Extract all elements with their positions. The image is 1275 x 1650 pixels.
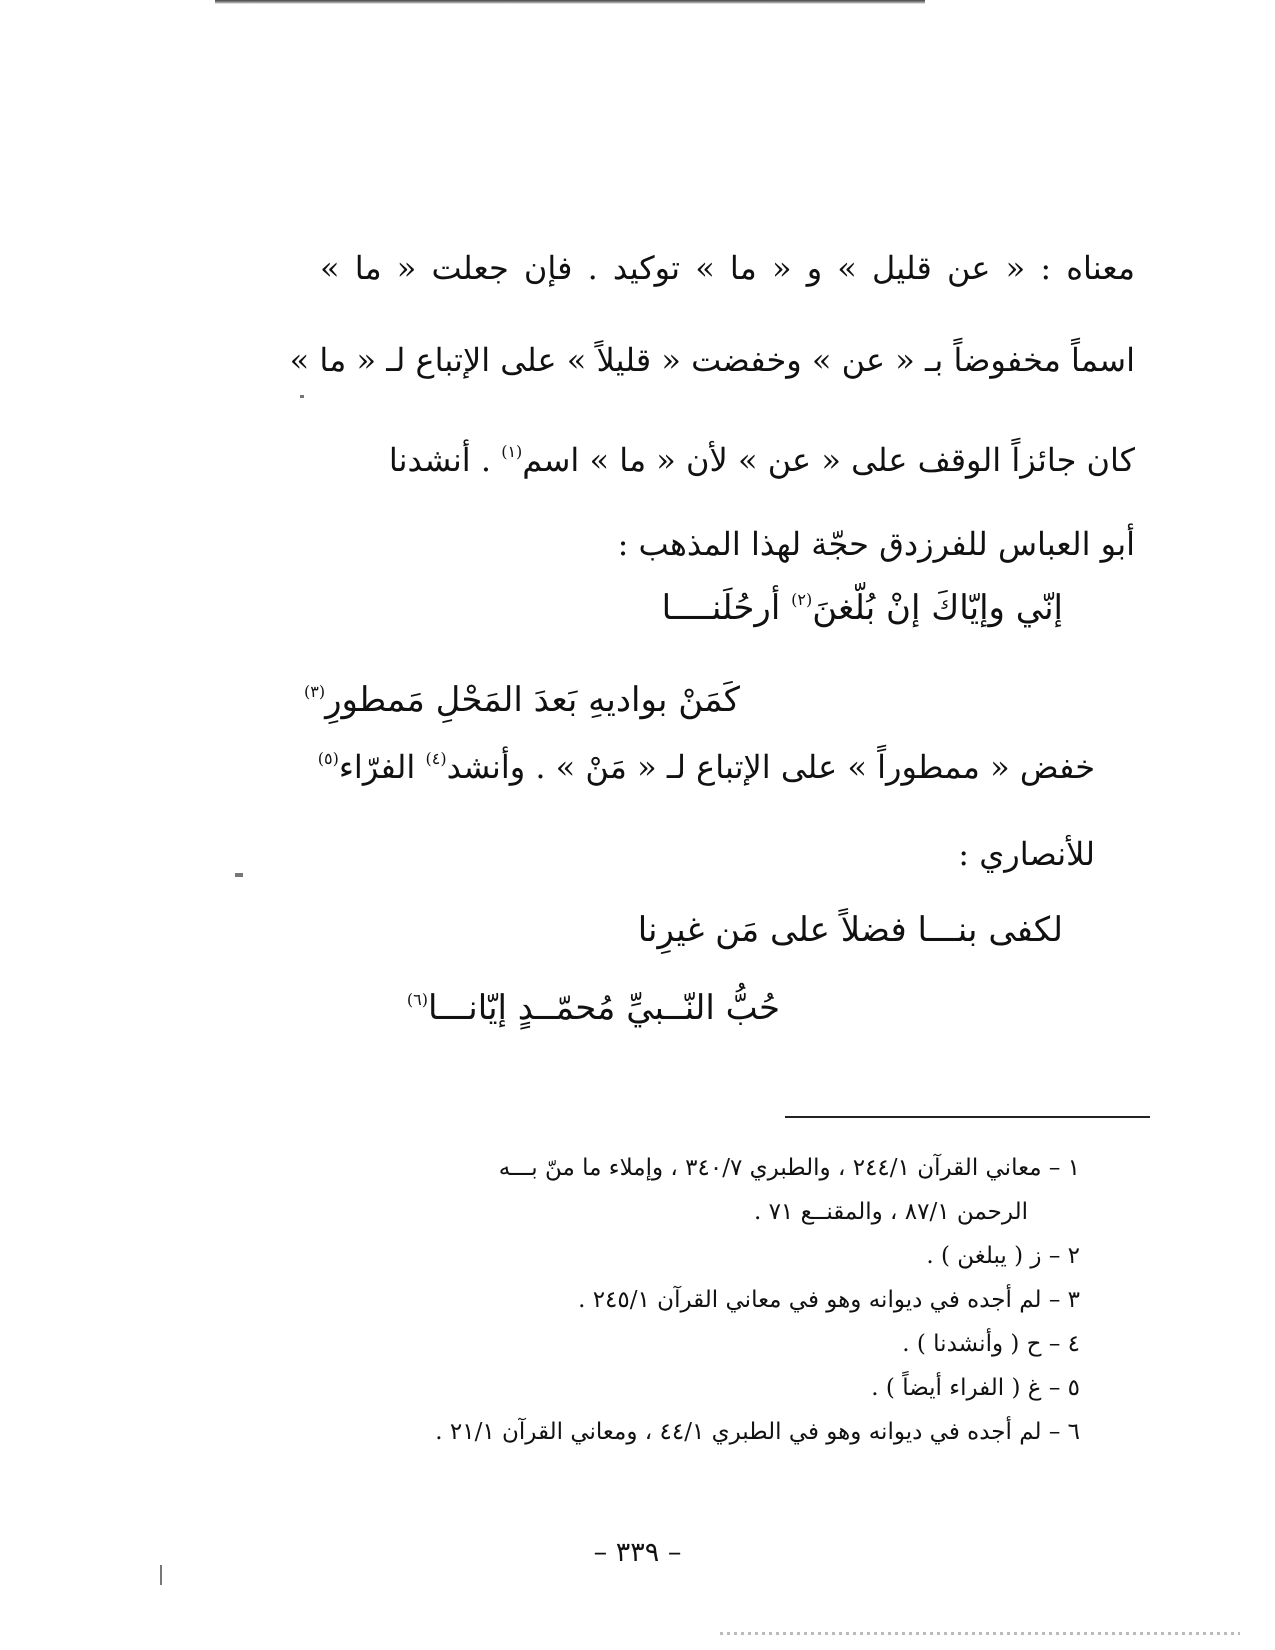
verse-2-first-hemistich: لكفى بنـــا فضلاً على مَن غيرِنا [637, 910, 1063, 950]
footnote-marker: (٢) [791, 590, 813, 609]
footnote-marker: (٦) [406, 990, 429, 1009]
footnote-marker: (٤) [425, 749, 447, 768]
footnotes [320, 1146, 1080, 1454]
footnote-item: ٥ – غ ( الفراء أيضاً ) . [871, 1375, 1080, 1401]
prose-text: الفرّاء [338, 748, 426, 786]
scan-speck [160, 1565, 162, 1585]
verse-text: كَمَنْ بواديهِ بَعدَ المَحْلِ مَمطورِ [325, 680, 740, 720]
prose-line: للأنصاري : [958, 835, 1095, 873]
verse-2-second-hemistich [407, 988, 780, 1028]
verse-text: أرحُلَنــــا [661, 588, 792, 628]
prose-text: خفض « ممطوراً » على الإتباع لـ « مَنْ » . وأنشد [446, 748, 1095, 786]
footnote-item: ٦ – لم أجده في ديوانه وهو في الطبري ٤٤/١ ، ومعاني القرآن ٢١/١ . [435, 1419, 1080, 1445]
body-line: معناه : « عن قليل » و « ما » توكيد . فإن جعلت « ما » [320, 249, 1135, 287]
prose-line [317, 748, 1095, 786]
page-number: – ٣٣٩ – [593, 1537, 682, 1568]
footnote-item: ٣ – لم أجده في ديوانه وهو في معاني القرآن ٢٤٥/١ . [578, 1287, 1080, 1313]
footnote-item: ١ – معاني القرآن ٢٤٤/١ ، والطبري ٣٤٠/٧ ، وإملاء ما منّ بـــه [498, 1155, 1080, 1181]
verse-1-second-hemistich [304, 680, 740, 720]
body-line-text: كان جائزاً الوقف على « عن » لأن « ما » اسم [522, 441, 1135, 479]
scan-speck [235, 873, 243, 877]
footnote-marker: (١) [501, 442, 523, 461]
footnote-marker: (٣) [304, 682, 326, 701]
body-line-text: . أنشدنا [388, 441, 502, 479]
body-line [320, 406, 1135, 498]
verse-text: إنّي وإيّاكَ إنْ بُلّغنَ [812, 588, 1063, 628]
main-paragraph [289, 222, 1135, 590]
footnote-item: ٤ – ح ( وأنشدنا ) . [902, 1331, 1080, 1357]
footnote-marker: (٥) [317, 749, 339, 768]
body-line: أبو العباس للفرزدق حجّة لهذا المذهب : [617, 525, 1135, 563]
scan-top-edge [215, 0, 925, 4]
footnote-separator [785, 1116, 1150, 1118]
footnote-item: ٢ – ز ( يبلغن ) . [926, 1243, 1080, 1269]
verse-text: حُبُّ النّــبيِّ مُحمّــدٍ إيّانـــا [428, 988, 780, 1028]
scan-bottom-edge [720, 1632, 1240, 1635]
verse-1-first-hemistich [662, 588, 1063, 628]
body-line: اسماً مخفوضاً بـ « عن » وخفضت « قليلاً » على الإتباع لـ « ما » [289, 341, 1135, 379]
footnote-continuation: الرحمن ٨٧/١ ، والمقنــع ٧١ . [753, 1199, 1028, 1225]
